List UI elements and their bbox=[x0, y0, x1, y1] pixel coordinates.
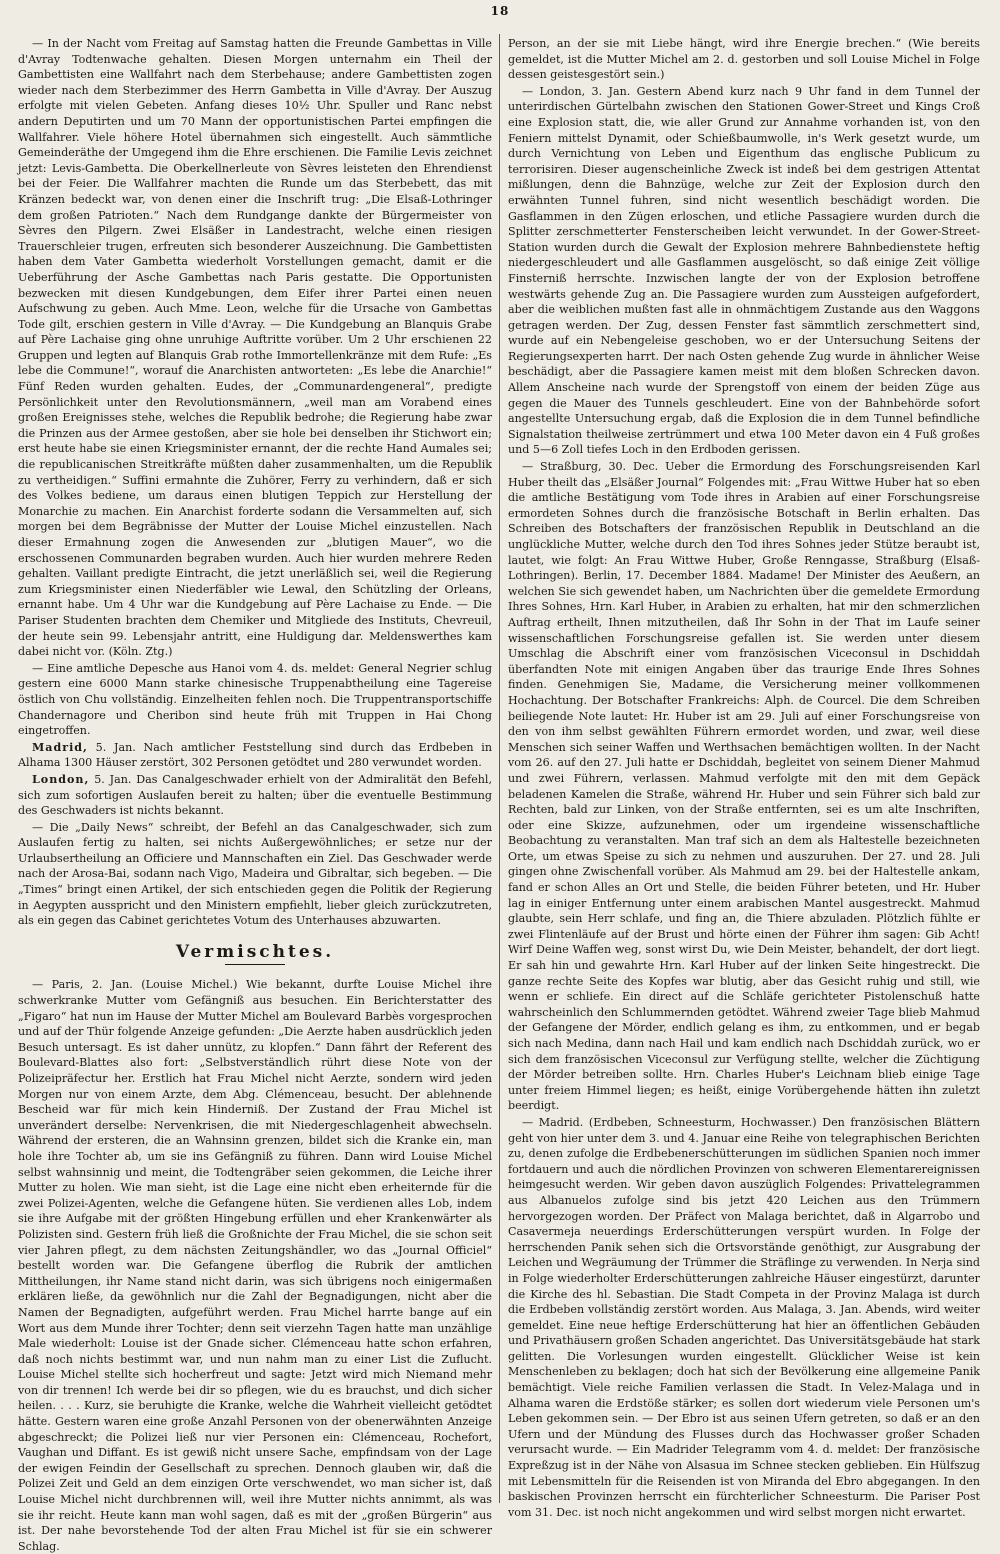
section-heading bbox=[18, 941, 492, 966]
column-divider bbox=[499, 34, 500, 1503]
dateline-london: London, bbox=[32, 772, 90, 786]
article-strassburg-huber: — Straßburg, 30. Dec. Ueber die Ermordung des Forschungsreisenden Karl Huber theilt das „Elsäßer Journal“ Folgendes mit: „Frau Wittwe Huber hat so eben die amtliche Bestätigung vom Tode ihres in Arabien auf einer Forschungsreise ermordeten Sohnes durch die französische Botschaft in Berlin erhalten. Das Schreiben des Botschafters der französischen Republik in Deutschland an die unglückliche Mutter, welche durch den Tod ihres Sohnes jeder Stütze beraubt ist, lautet, wie folgt: An Frau Wittwe Huber, Große Renngasse, Straßburg (Elsaß-Lothringen). Berlin, 17. December 1884. Madame! Der Minister des Aeußern, an welchen Sie sich gewendet haben, um Nachrichten über die gemeldete Ermordung Ihres Sohnes, Hrn. Karl Huber, in Arabien zu erhalten, hat mir den schmerzlichen Auftrag ertheilt, Ihnen mitzutheilen, daß Ihr Sohn in der That im Laufe seiner wissenschaftlichen Forschungsreise gefallen ist. Sie werden unter diesem Umschlag die Abschrift einer vom französischen Viceconsul in Dschiddah überfandten Note mit einigen Angaben über das traurige Ende Ihres Sohnes finden. Genehmigen Sie, Madame, die Versicherung meiner vollkommenen Hochachtung. Der Botschafter Frankreichs: Alph. de Courcel. Die dem Schreiben beiliegende Note lautet: Hr. Huber ist am 29. Juli auf einer Forschungsreise von den von ihm selbst gewählten Führern ermordet worden, und zwar, weil diese Menschen sich seiner Waffen und Werthsachen bemächtigen wollten. In der Nacht vom 26. auf den 27. Juli hatte er Dschiddah, begleitet von seinem Diener Mahmud und zwei Führern, verlassen. Mahmud verfolgte mit den mit dem Gepäck beladenen Kamelen die Straße, während Hr. Huber und sein Führer sich bald zur Rechten, bald zur Linken, von der Straße entfernten, sei es um alte Inschriften, oder eine Skizze, aufzunehmen, oder um irgendeine wissenschaftliche Beobachtung zu veranstalten. Man traf sich an dem als Haltestelle bezeichneten Orte, um etwas Speise zu sich zu nehmen und auszuruhen. Der 27. und 28. Juli gingen ohne Zwischenfall vorüber. Als Mahmud am 29. bei der Haltestelle ankam, fand er schon Alles an Ort und Stelle, die beiden Führer beteten, und Hr. Huber lag in einiger Entfernung unter einem arabischen Mantel ausgestreckt. Mahmud glaubte, sein Herr schlafe, und fing an, die Thiere abzuladen. Plötzlich fühlte er zwei Flintenläufe auf der Brust und hörte einen der Führer ihm sagen: Gib Acht! Wirf Deine Waffen weg, sonst wirst Du, wie Dein Meister, behandelt, der dort liegt. Er sah hin und gewahrte Hrn. Karl Huber auf der linken Seite hingestreckt. Die ganze rechte Seite des Kopfes war blutig, aber das Gesicht ruhig und still, wie wenn er schliefe. Ein direct auf die Schläfe gerichteter Pistolenschuß hatte wahrscheinlich den Schlummernden getödtet. Während zweier Tage blieb Mahmud der Gefangene der Mörder, endlich gelang es ihm, zu entkommen, und er begab sich nach Medina, dann nach Hail und kam endlich nach Dschiddah zurück, wo er sich dem französischen Viceconsul zur Verfügung stellte, welcher die Züchtigung der Mörder betreiben sollte. Hrn. Charles Huber's Leichnam blieb einige Tage unter freiem Himmel liegen; es heißt, einige Vorübergehende hätten ihn zuletzt beerdigt. bbox=[508, 460, 980, 1113]
article-london bbox=[18, 772, 492, 819]
section-rule bbox=[225, 964, 285, 965]
left-column bbox=[18, 36, 492, 1553]
article-madrid bbox=[18, 740, 492, 771]
article-london-text: 5. Jan. Das Canalgeschwader erhielt von der Admiralität den Befehl, sich zum sofortigen Auslaufen bereit zu halten; über die eventuelle Bestimmung des Geschwaders ist nichts bekannt. bbox=[18, 772, 492, 818]
page-number: 18 bbox=[490, 4, 510, 18]
article-daily-news: — Die „Daily News“ schreibt, der Befehl an das Canalgeschwader, sich zum Auslaufen fertig zu halten, sei nichts Außergewöhnliches; er setze nur der Urlaubsertheilung an Officiere und Mannschaften ein Ziel. Das Geschwader werde nach der Arosa-Bai, sodann nach Vigo, Madeira und Gibraltar, sich begeben. — Die „Times“ bringt einen Artikel, der sich entschieden gegen die Politik der Regierung in Aegypten ausspricht und den Ministern empfiehlt, lieber gleich zurückzutreten, als ein gegen das Cabinet gerichtetes Votum des Unterhauses abzuwarten. bbox=[18, 820, 492, 928]
right-column bbox=[508, 36, 980, 1519]
article-madrid-text: 5. Jan. Nach amtlicher Feststellung sind durch das Erdbeben in Alhama 1300 Häuser zerstört, 302 Personen getödtet und 280 verwundet worden. bbox=[18, 740, 492, 770]
dateline-madrid: Madrid, bbox=[32, 740, 88, 754]
section-title-text: Vermischtes. bbox=[175, 941, 335, 962]
article-louise-michel: — Paris, 2. Jan. (Louise Michel.) Wie bekannt, durfte Louise Michel ihre schwerkranke Mutter vom Gefängniß aus besuchen. Ein Berichterstatter des „Figaro“ hat nun im Hause der Mutter Michel am Boulevard Barbès vorgesprochen und auf der Thür folgende Anzeige gefunden: „Die Aerzte haben ausdrücklich jeden Besuch untersagt. Es ist daher unnütz, zu klopfen.“ Dann fährt der Referent des Boulevard-Blattes also fort: „Selbstverständlich rührt diese Note von der Polizeipräfectur her. Erstlich hat Frau Michel nicht Aerzte, sondern wird jeden Morgen nur von einem Arzte, dem Abg. Clémenceau, besucht. Der ablehnende Bescheid war für mich kein Hinderniß. Der Zustand der Frau Michel ist unverändert derselbe: Nervenkrisen, die mit Niedergeschlagenheit abwechseln. Während der ersteren, die an Wahnsinn grenzen, bildet sich die Kranke ein, man hole ihre Tochter ab, um sie ins Gefängniß zu führen. Dann wird Louise Michel selbst wahnsinnig und meint, die Todtengräber seien gekommen, die Leiche ihrer Mutter zu holen. Wie man sieht, ist die Lage eine nicht eben erheiternde für die zwei Polizei-Agenten, welche die Gefangene hüten. Sie verdienen alles Lob, indem sie ihre Aufgabe mit der größten Hingebung erfüllen und eher Krankenwärter als Polizisten sind. Gestern früh ließ die Großnichte der Frau Michel, die sie schon seit vier Jahren pflegt, zu dem nächsten Zeitungshändler, wo das „Journal Officiel“ bestellt worden war. Die Gefangene überflog die Rubrik der amtlichen Mittheilungen, ihr Name stand nicht darin, was sich übrigens noch einigermaßen erklären ließe, da gewöhnlich nur die Zahl der Begnadigungen, nicht aber die Namen der Begnadigten, aufgeführt werden. Frau Michel harrte bange auf ein Wort aus dem Munde ihrer Tochter; denn seit vierzehn Tagen hatte man unzählige Male wiederholt: Louise ist der Gnade sicher. Clémenceau hatte schon erfahren, daß noch nichts bestimmt war, und nun nahm man zu einer List die Zuflucht. Louise Michel stellte sich hocherfreut und sagte: Jetzt wird mich Niemand mehr von dir trennen! Ich werde bei dir so pflegen, wie du es brauchst, und dich sicher heilen. . . . Kurz, sie beruhigte die Kranke, welche die Wahrheit vielleicht getödtet hätte. Gestern waren eine große Anzahl Personen von der obenerwähnten Anzeige abgeschreckt; die Polizei ließ nur vier Personen ein: Clémenceau, Rochefort, Vaughan und Diffant. Es ist gewiß nicht unsere Sache, empfindsam von der Lage der ewigen Feindin der Gesellschaft zu sprechen. Dennoch glauben wir, daß die Polizei Zeit und Geld an dem einzigen Orte verschwendet, wo man sicher ist, daß Louise Michel nicht durchbrennen will, weil ihre Mutter nichts annimmt, als was sie ihr reicht. Heute kann man wohl sagen, daß es mit der „großen Bürgerin“ aus ist. Der nahe bevorstehende Tod der alten Frau Michel ist für sie ein schwerer Schlag. bbox=[18, 978, 492, 1553]
article-london-explosion: — London, 3. Jan. Gestern Abend kurz nach 9 Uhr fand in dem Tunnel der unterirdischen Gürtelbahn zwischen den Stationen Gower-Street und Kings Croß eine Explosion statt, die, wie aller Grund zur Annahme vorhanden ist, von den Feniern mittelst Dynamit, oder Schießbaumwolle, in's Werk gesetzt wurde, um durch Vernichtung von Leben und Eigenthum das englische Publicum zu terrorisiren. Dieser augenscheinliche Zweck ist indeß bei dem gestrigen Attentat mißlungen, denn die Bahnzüge, welche zur Zeit der Explosion durch den erwähnten Tunnel fuhren, sind nicht wesentlich beschädigt worden. Die Gasflammen in den Zügen erloschen, und etliche Passagiere wurden durch die Splitter zerschmetterter Fensterscheiben leicht verwundet. In der Gower-Street-Station wurden durch die Gewalt der Explosion mehrere Bahnbedienstete heftig niedergeschleudert und alle Gasflammen ausgelöscht, so daß einige Zeit völlige Finsterniß herrschte. Inzwischen langte der von der Explosion betroffene westwärts gehende Zug an. Die Passagiere wurden zum Aussteigen aufgefordert, aber die weiblichen mußten fast alle in ohnmächtigem Zustande aus den Waggons getragen werden. Der Zug, dessen Fenster fast sämmtlich zerschmettert sind, wurde auf ein Nebengeleise geschoben, wo er der Untersuchung Seitens der Regierungsexperten harrt. Der nach Osten gehende Zug wurde in ähnlicher Weise beschädigt, aber die Passagiere kamen meist mit dem bloßen Schrecken davon. Allem Anscheine nach wurde der Sprengstoff von einem der beiden Züge aus gegen die Mauer des Tunnels geschleudert. Eine von der Bahnbehörde sofort angestellte Untersuchung ergab, daß die Explosion die in dem Tunnel befindliche Signalstation theilweise zertrümmert und etwa 100 Meter davon ein 4 Fuß großes und 5—6 Zoll tiefes Loch in den Erdboden gerissen. bbox=[508, 84, 980, 457]
article-gambetta: — In der Nacht vom Freitag auf Samstag hatten die Freunde Gambettas in Ville d'Avray Todtenwache gehalten. Diesen Morgen unternahm ein Theil der Gambettisten eine Wallfahrt nach dem Sterbehause; andere Gambettisten zogen wieder nach dem Sterbezimmer des Herrn Gambetta in Ville d'Avray. Der Auszug erfolgte mit vielen Gebeten. Anfang dieses 10½ Uhr. Spuller und Ranc nebst andern Deputirten und um 70 Mann der opportunistischen Partei empfingen die Wallfahrer. Viele höhere Hotel übernahmen sich eingestellt. Auch sämmtliche Gemeinderäthe der Umgegend ihm die Ehre erschienen. Die Familie Levis zeichnet jetzt: Levis-Gambetta. Die Oberkellnerleute von Sèvres leisteten den Ehrendienst bei der Feier. Die Wallfahrer machten die Runde um das Sterbebett, das mit Kränzen bedeckt war, von denen einer die Inschrift trug: „Die Elsaß-Lothringer dem großen Patrioten.“ Nach dem Rundgange dankte der Bürgermeister von Sèvres den Pilgern. Zwei Elsäßer in Landestracht, welche einen riesigen Trauerschleier trugen, erfreuten sich besonderer Auszeichnung. Die Gambettisten haben dem Vater Gambetta wiederholt Vorstellungen gemacht, damit er die Ueberführung der Asche Gambettas nach Paris gestatte. Die Opportunisten bezwecken mit diesen Kundgebungen, dem Eifer ihrer Partei einen neuen Aufschwung zu geben. Auch Mme. Leon, welche für die Ursache von Gambettas Tode gilt, erschien gestern in Ville d'Avray. — Die Kundgebung an Blanquis Grabe auf Père Lachaise ging ohne unruhige Auftritte vorüber. Um 2 Uhr erschienen 22 Gruppen und legten auf Blanquis Grab rothe Immortellenkränze mit dem Rufe: „Es lebe die Commune!“, worauf die Anarchisten antworteten: „Es lebe die Anarchie!“ Fünf Reden wurden gehalten. Eudes, der „Communardengeneral“, predigte Persönlichkeit unter den Revolutionsmännern, „weil man am Vorabend eines großen Ereignisses stehe, welches die Republik bedrohe; die Regierung habe zwar die Prinzen aus der Armee gestoßen, aber sie hole bei denselben ihr Stichwort ein; erst heute habe sie einen Kriegsminister ernannt, der die rechte Hand Aumales sei; die republicanischen Streitkräfte müßten daher zusammenhalten, um die Republik zu vertheidigen.“ Suffini ermahnte die Zuhörer, Ferry zu verhindern, daß er sich des Volkes bediene, um daraus einen blutigen Teppich zur Herstellung der Monarchie zu machen. Ein Anarchist forderte sodann die Versammelten auf, sich morgen bei dem Begräbnisse der Mutter der Louise Michel einzustellen. Nach dieser Ermahnung zogen die Anwesenden zur „blutigen Mauer“, wo die erschossenen Communarden begraben wurden. Auch hier wurden mehrere Reden gehalten. Vaillant predigte Eintracht, die jetzt unerläßlich sei, weil die Regierung zum Kriegsminister einen Niederfäbler wie Lewal, den Schützling der Orleans, ernannt habe. Um 4 Uhr war die Kundgebung auf Père Lachaise zu Ende. — Die Pariser Studenten brachten dem Chemiker und Mitgliede des Instituts, Chevreuil, der heute sein 99. Lebensjahr antritt, eine Huldigung dar. Meldenswerthes kam dabei nicht vor. (Köln. Ztg.) bbox=[18, 37, 492, 659]
article-louise-michel-continued: Person, an der sie mit Liebe hängt, wird ihre Energie brechen.“ (Wie bereits gemeldet, ist die Mutter Michel am 2. d. gestorben und soll Louise Michel in Folge dessen geistesgestört sein.) bbox=[508, 37, 980, 82]
article-madrid-earthquake: — Madrid. (Erdbeben, Schneesturm, Hochwasser.) Den französischen Blättern geht von hier unter dem 3. und 4. Januar eine Reihe von telegraphischen Berichten zu, denen zufolge die Erdbebenerschütterungen im südlichen Spanien noch immer fortdauern und auch die nördlichen Provinzen von schweren Elementarereignissen heimgesucht werden. Wir geben davon auszüglich Folgendes: Privattelegrammen aus Albanuelos zufolge sind bis jetzt 420 Leichen aus den Trümmern hervorgezogen worden. Der Präfect von Malaga berichtet, daß in Algarrobo und Casavermeja neuerdings Erderschütterungen verspürt wurden. In Folge der herrschenden Panik sehen sich die Ortsvorstände genöthigt, zur Ausgrabung der Leichen und Wegräumung der Trümmer die Sträflinge zu verwenden. In Nerja sind in Folge wiederholter Erderschütterungen zahlreiche Häuser eingestürzt, darunter die Kirche des hl. Sebastian. Die Stadt Competa in der Provinz Malaga ist durch die Erdbeben vollständig zerstört worden. Aus Malaga, 3. Jan. Abends, wird weiter gemeldet. Eine neue heftige Erderschütterung hat hier an öffentlichen Gebäuden und Privathäusern großen Schaden angerichtet. Das Universitätsgebäude hat stark gelitten. Die Vorlesungen wurden eingestellt. Glücklicher Weise ist kein Menschenleben zu beklagen; doch hat sich der Bevölkerung eine allgemeine Panik bemächtigt. Viele reiche Familien verlassen die Stadt. In Velez-Malaga und in Alhama waren die Erdstöße stärker; es sollen dort wiederum viele Personen um's Leben gekommen sein. — Der Ebro ist aus seinen Ufern getreten, so daß er an den Ufern und der Mündung des Flusses durch das Hochwasser großer Schaden verursacht wurde. — Ein Madrider Telegramm vom 4. d. meldet: Der französische Expreßzug ist in der Nähe von Alsasua im Schnee stecken geblieben. Ein Hülfszug mit Lebensmitteln für die Reisenden ist von Miranda del Ebro abgegangen. In den baskischen Provinzen herrscht ein fürchterlicher Schneesturm. Die Pariser Post vom 31. Dec. ist noch nicht angekommen und wird selbst morgen nicht erwartet. bbox=[508, 1115, 980, 1519]
article-hanoi: — Eine amtliche Depesche aus Hanoi vom 4. ds. meldet: General Negrier schlug gestern eine 6000 Mann starke chinesische Truppenabtheilung eine Tagereise östlich von Chu vollständig. Einzelheiten fehlen noch. Die Truppentransportschiffe Chandernagore und Cheribon sind heute früh mit Truppen in Hai Chong eingetroffen. bbox=[18, 661, 492, 738]
